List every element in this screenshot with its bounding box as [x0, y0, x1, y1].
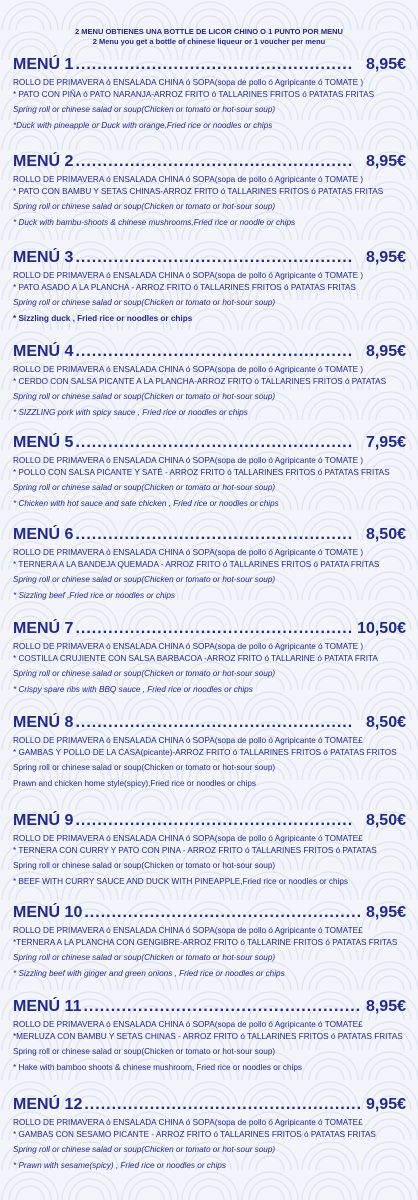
menu-price: 9,95€ — [365, 1096, 406, 1113]
menu-name: MENÚ 11 — [13, 998, 82, 1015]
menu-price: 8,95€ — [365, 343, 406, 360]
menu-main-dish: *MERLUZA CON BAMBU Y SETAS CHINAS - ARROZ FRITO ó TALLARINES FRITOS ó PATATAS FRITAS — [13, 1032, 403, 1041]
menu-name: MENÚ 12 — [13, 1096, 83, 1113]
menu-main-dish: * PATO CON BAMBU Y SETAS CHINAS-ARROZ FRITO ó TALLARINES FRITOS ó PATATAS FRITAS — [13, 187, 384, 196]
menu-price: 7,95€ — [365, 434, 406, 451]
menu-starter-options: ROLLO DE PRIMAVERA ó ENSALADA CHINA ó SOPA(sopa de pollo ó Agripicante ó TOMATE ) — [13, 78, 364, 87]
menu-title-row — [13, 903, 406, 923]
menu-starter-english: Spring roll or chinese salad or soup(Chicken or tomato or hot-sour soup) — [13, 1145, 276, 1154]
menu-starter-english: Spring roll or chinese salad or soup(Chicken or tomato or hot-sour soup) — [13, 392, 276, 401]
menu-price: 8,95€ — [365, 998, 406, 1015]
menu-starter-options: ROLLO DE PRIMAVERA ó ENSALADA CHINA ó SOPA(sopa de pollo ó Agripicante ó TOMATE£ — [13, 1118, 363, 1127]
menu-main-dish: * PATO CON PIÑA ó PATO NARANJA-ARROZ FRITO ó TALLARINES FRITOS ó PATATAS FRITAS — [13, 90, 375, 99]
promo-line-english: 2 Menu you get a bottle of chinese liqueur or 1 voucher per menu — [92, 37, 326, 46]
menu-main-dish: * POLLO CON SALSA PICANTE Y SATÉ - ARROZ FRITO ó TALLARINES FRITOS ó PATATAS FRITAS — [13, 468, 390, 477]
leader-dots: ................................................... — [75, 56, 354, 73]
menu-title-row — [13, 55, 406, 75]
menu-main-dish: * TERNERA A LA BANDEJA QUEMADA - ARROZ FRITO ó TALLARINES FRITOS ó PATATA FRITAS — [13, 560, 380, 569]
menu-main-dish: * GAMBAS CON SESAMO PICANTE - ARROZ FRITO ó TALLARINES FRITOS ó PATATAS FRITAS — [13, 1130, 376, 1139]
menu-main-english: * Prawn with sesame(spicy) , Fried rice or noodles or chips — [13, 1161, 226, 1170]
menu-price: 8,95€ — [365, 56, 406, 73]
menu-main-english: * Crispy spare ribs with BBQ sauce , Fried rice or noodles or chips — [13, 685, 253, 694]
menu-price: 8,50€ — [365, 812, 406, 829]
leader-dots: ................................................... — [75, 249, 354, 266]
menu-name: MENÚ 4 — [13, 343, 74, 360]
menu-starter-options: ROLLO DE PRIMAVERA ó ENSALADA CHINA ó SOPA(sopa de pollo ó Agripicante ó TOMATE ) — [13, 271, 364, 280]
menu-starter-options: ROLLO DE PRIMAVERA ó ENSALADA CHINA ó SOPA(sopa de pollo ó Agripicante ó TOMATE ) — [13, 365, 364, 374]
menu-title-row — [13, 525, 406, 545]
menu-title-row — [13, 433, 406, 453]
leader-dots: ................................................... — [75, 812, 354, 829]
menu-starter-options: ROLLO DE PRIMAVERA ó ENSALADA CHINA ó SOPA(sopa de pollo ó Agripicante ó TOMATE£ — [13, 1020, 363, 1029]
menu-main-english: * Chicken with hot sauce and sate chicken , Fried rice or noodles or chips — [13, 499, 279, 508]
menu-starter-options: ROLLO DE PRIMAVERA ó ENSALADA CHINA ó SOPA(sopa de pollo ó Agripicante ó TOMATE£ — [13, 834, 363, 843]
menu-name: MENÚ 6 — [13, 526, 74, 543]
menu-starter-options: ROLLO DE PRIMAVERA ó ENSALADA CHINA ó SOPA(sopa de pollo ó Agripicante ó TOMATE ) — [13, 548, 364, 557]
menu-price: 8,95€ — [365, 904, 406, 921]
menu-name: MENÚ 10 — [13, 904, 83, 921]
menu-title-row — [13, 152, 406, 172]
menu-name: MENÚ 9 — [13, 812, 74, 829]
menu-title-row — [13, 811, 406, 831]
menu-name: MENÚ 8 — [13, 714, 74, 731]
leader-dots: ................................................... — [83, 998, 362, 1015]
menu-main-english: *Duck with pineapple or Duck with orange,Fried rice or noodles or chips — [13, 121, 273, 130]
leader-dots: ................................................... — [75, 714, 354, 731]
menu-starter-english: Spring roll or chinese salad or soup(Chicken or tomato or hot-sour soup) — [13, 861, 276, 870]
menu-main-english: * BEEF WITH CURRY SAUCE AND DUCK WITH PINEAPPLE,Fried rice or noodles or chips — [13, 877, 349, 886]
leader-dots: ................................................... — [75, 153, 354, 170]
menu-starter-options: ROLLO DE PRIMAVERA ó ENSALADA CHINA ó SOPA(sopa de pollo ó Agripicante ó TOMATE ) — [13, 175, 364, 184]
menu-main-english: * Sizzling duck , Fried rice or noodles or chips — [13, 314, 193, 323]
menu-price: 8,95€ — [365, 249, 406, 266]
leader-dots: ................................................... — [75, 526, 354, 543]
promo-line-spanish: 2 MENU OBTIENES UNA BOTTLE DE LICOR CHINO O 1 PUNTO POR MENU — [75, 27, 343, 36]
menu-starter-english: Spring roll or chinese salad or soup(Chicken or tomato or hot-sour soup) — [13, 669, 276, 678]
menu-starter-english: Spring roll or chinese salad or soup(Chicken or tomato or hot-sour soup) — [13, 575, 276, 584]
leader-dots: ................................................... — [84, 1096, 362, 1113]
leader-dots: ................................................... — [75, 343, 354, 360]
menu-title-row — [13, 248, 406, 268]
menu-price: 10,50€ — [357, 620, 406, 637]
menu-title-row — [13, 619, 406, 639]
menu-main-dish: * GAMBAS Y POLLO DE LA CASA(picante)-ARROZ FRITO ó TALLARINES FRITOS ó PATATAS FRITOS — [13, 748, 397, 757]
menu-main-dish: * TERNERA CON CURRY Y PATO CON PINA - ARROZ FRITO ó TALLARINES FRITOS ó PATATAS — [13, 846, 377, 855]
menu-main-english: * Sizzling beef with ginger and green onions , Fried rice or noodles or chips — [13, 969, 285, 978]
menu-starter-english: Spring roll or chinese salad or soup(Chicken or tomato or hot-sour soup) — [13, 298, 276, 307]
menu-starter-options: ROLLO DE PRIMAVERA ó ENSALADA CHINA ó SOPA(sopa de pollo ó Agripicante ó TOMATE£ — [13, 736, 363, 745]
menu-main-dish: *TERNERA A LA PLANCHA CON GENGIBRE-ARROZ FRITO ó TALLARINE FRITOS ó PATATAS FRITAS — [13, 938, 398, 947]
menu-title-row — [13, 1095, 406, 1115]
promo-header — [0, 27, 418, 47]
menu-main-english: * Hake with bamboo shoots & chinese mushroom, Fried rice or noodles or chips — [13, 1063, 302, 1072]
menu-name: MENÚ 3 — [13, 249, 74, 266]
menu-name: MENÚ 2 — [13, 153, 74, 170]
leader-dots: ................................................... — [75, 620, 354, 637]
menu-starter-english: Spring roll or chinese salad or soup(Chicken or tomato or hot-sour soup) — [13, 105, 276, 114]
menu-starter-options: ROLLO DE PRIMAVERA ó ENSALADA CHINA ó SOPA(sopa de pollo ó Agripicante ó TOMATE£ — [13, 926, 363, 935]
menu-name: MENÚ 1 — [13, 56, 74, 73]
menu-starter-english: Spring roll or chinese salad or soup(Chicken or tomato or hot-sour soup) — [13, 202, 276, 211]
menu-price: 8,95€ — [365, 153, 406, 170]
menu-main-english: * Sizzling beef ,Fried rice or noodles or chips — [13, 591, 176, 600]
menu-starter-options: ROLLO DE PRIMAVERA ó ENSALADA CHINA ó SOPA(sopa de pollo ó Agripicante ó TOMATE ) — [13, 456, 364, 465]
menu-starter-options: ROLLO DE PRIMAVERA ó ENSALADA CHINA ó SOPA(sopa de pollo ó Agripicante ó TOMATE ) — [13, 642, 364, 651]
menu-starter-english: Spring roll or chinese salad or soup(Chicken or tomato or hot-sour soup) — [13, 763, 276, 772]
menu-starter-english: Spring roll or chinese salad or soup(Chicken or tomato or hot-sour soup) — [13, 483, 276, 492]
menu-price: 8,50€ — [365, 526, 406, 543]
menu-price: 8,50€ — [365, 714, 406, 731]
menu-title-row — [13, 342, 406, 362]
menu-main-dish: * COSTILLA CRUJIENTE CON SALSA BARBACOA -ARROZ FRITO ó TALLARINE ó PATATA FRITA — [13, 654, 378, 663]
menu-main-english: * Duck with bambu-shoots & chinese mushrooms,Fried rice or noodle or chips — [13, 218, 296, 227]
menu-main-english: * SIZZLING pork with spicy sauce , Fried rice or noodles or chips — [13, 408, 248, 417]
menu-starter-english: Spring roll or chinese salad or soup(Chicken or tomato or hot-sour soup) — [13, 1047, 276, 1056]
menu-title-row — [13, 997, 406, 1017]
menu-name: MENÚ 5 — [13, 434, 74, 451]
leader-dots: ................................................... — [75, 434, 354, 451]
menu-title-row — [13, 713, 406, 733]
menu-main-dish: * PATO ASADO A LA PLANCHA - ARROZ FRITO ó TALLARINES FRITOS ó PATATAS FRITAS — [13, 283, 356, 292]
menu-starter-english: Spring roll or chinese salad or soup(Chicken or tomato or hot-sour soup) — [13, 953, 276, 962]
menu-main-dish: * CERDO CON SALSA PICANTE A LA PLANCHA-ARROZ FRITO ó TALLARINES FRITOS ó PATATAS — [13, 377, 387, 386]
leader-dots: ................................................... — [84, 904, 362, 921]
menu-name: MENÚ 7 — [13, 620, 74, 637]
menu-main-english: Prawn and chicken home style(spicy),Fried rice or noodles or chips — [13, 779, 256, 788]
